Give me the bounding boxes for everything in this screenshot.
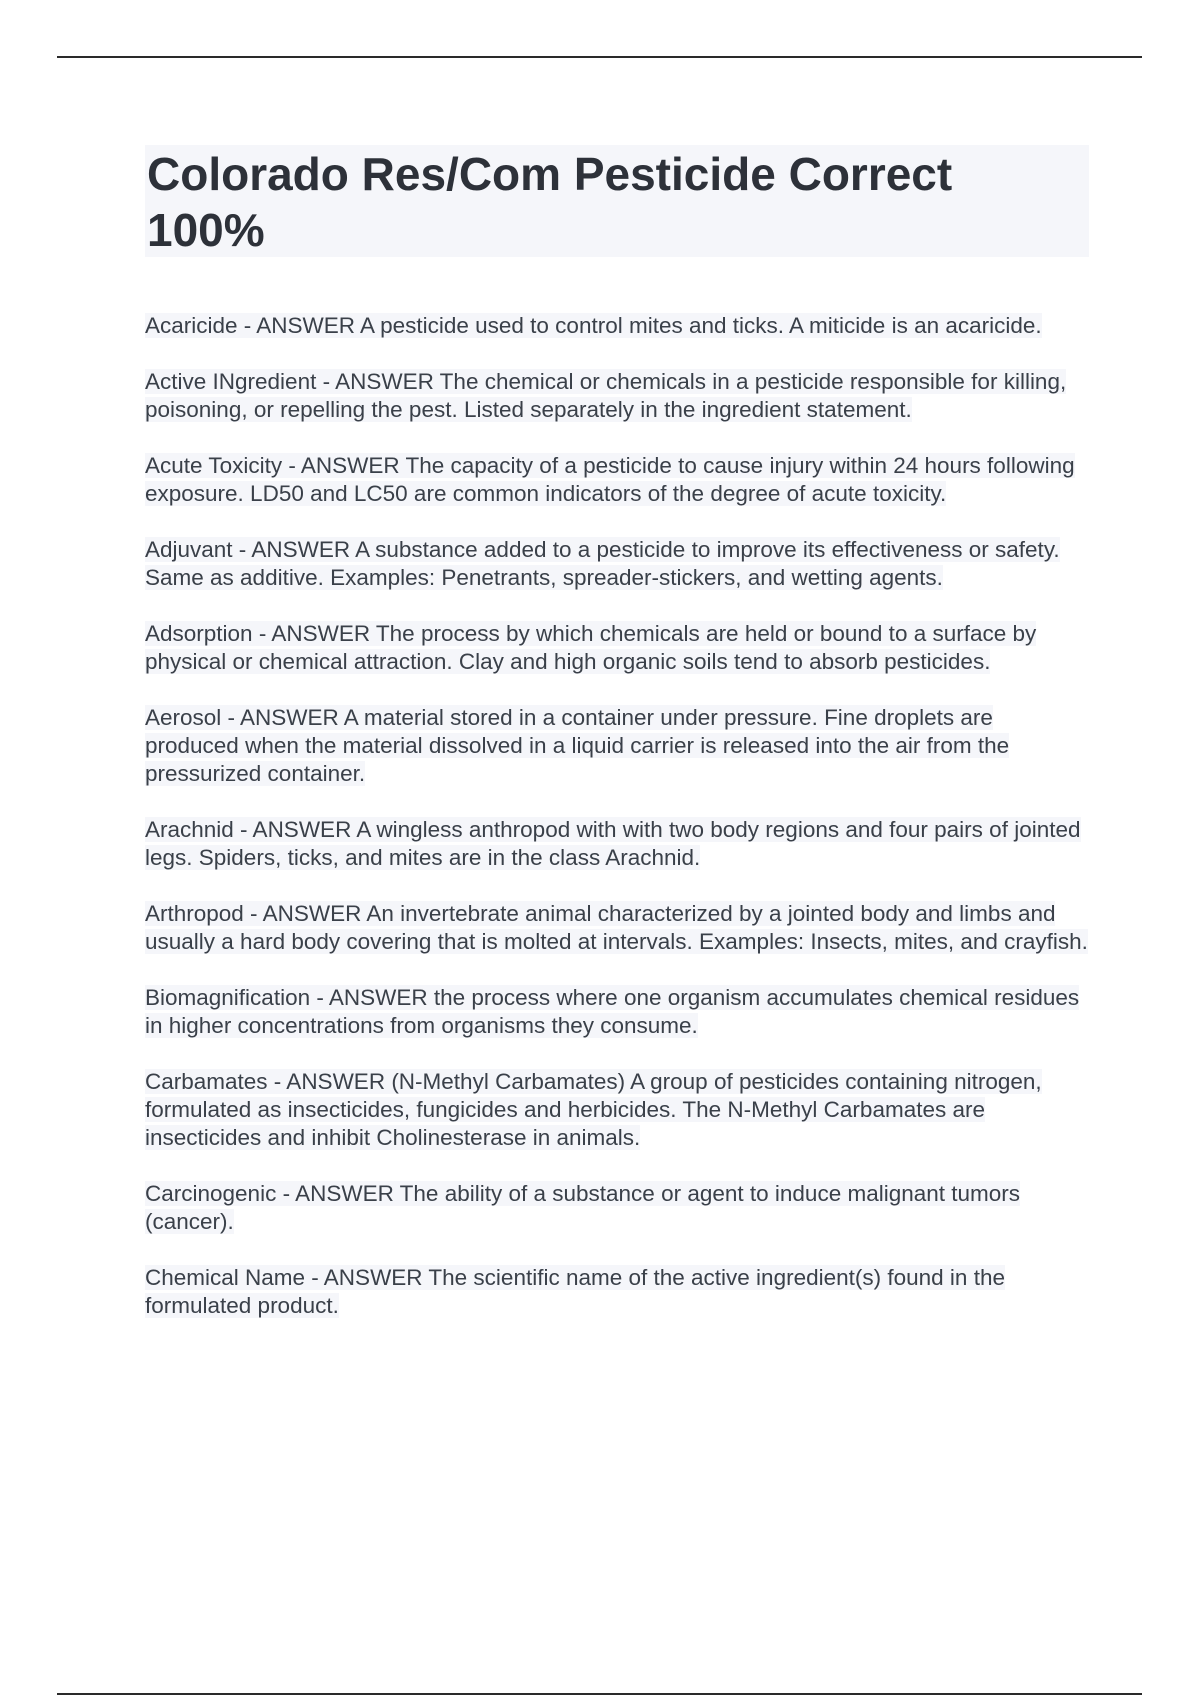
entry-acaricide bbox=[145, 312, 1090, 340]
entry-text: Arthropod - ANSWER An invertebrate animal characterized by a jointed body and limbs and usually a hard body covering that is molted at intervals. Examples: Insects, mites, and crayfish. bbox=[145, 901, 1088, 954]
entry-chemical-name bbox=[145, 1264, 1090, 1320]
entry-text: Carbamates - ANSWER (N-Methyl Carbamates) A group of pesticides containing nitrogen, formulated as insecticides, fungicides and herbicides. The N-Methyl Carbamates are insecticides and inhibit Cholinesterase in animals. bbox=[145, 1069, 1042, 1150]
entry-text: Adjuvant - ANSWER A substance added to a pesticide to improve its effectiveness or safety. Same as additive. Examples: Penetrants, spreader-stickers, and wetting agents. bbox=[145, 537, 1060, 590]
entry-active-ingredient bbox=[145, 368, 1090, 424]
entry-adsorption bbox=[145, 620, 1090, 676]
entry-biomagnification bbox=[145, 984, 1090, 1040]
entry-text: Chemical Name - ANSWER The scientific name of the active ingredient(s) found in the formulated product. bbox=[145, 1265, 1005, 1318]
entry-carbamates bbox=[145, 1068, 1090, 1152]
top-divider bbox=[57, 56, 1142, 58]
entry-arachnid bbox=[145, 816, 1090, 872]
entry-acute-toxicity bbox=[145, 452, 1090, 508]
entry-text: Carcinogenic - ANSWER The ability of a substance or agent to induce malignant tumors (cancer). bbox=[145, 1181, 1021, 1234]
entry-text: Biomagnification - ANSWER the process where one organism accumulates chemical residues in higher concentrations from organisms they consume. bbox=[145, 985, 1080, 1038]
entry-carcinogenic bbox=[145, 1180, 1090, 1236]
entry-text: Aerosol - ANSWER A material stored in a container under pressure. Fine droplets are produced when the material dissolved in a liquid carrier is released into the air from the pressurized container. bbox=[145, 705, 1010, 786]
entry-text: Arachnid - ANSWER A wingless anthropod with with two body regions and four pairs of jointed legs. Spiders, ticks, and mites are in the class Arachnid. bbox=[145, 817, 1081, 870]
document-title: Colorado Res/Com Pesticide Correct 100% bbox=[147, 148, 953, 256]
entry-list bbox=[145, 312, 1090, 1348]
entry-text: Acute Toxicity - ANSWER The capacity of a pesticide to cause injury within 24 hours following exposure. LD50 and LC50 are common indicators of the degree of acute toxicity. bbox=[145, 453, 1075, 506]
entry-text: Acaricide - ANSWER A pesticide used to control mites and ticks. A miticide is an acaricide. bbox=[145, 313, 1042, 338]
entry-text: Adsorption - ANSWER The process by which chemicals are held or bound to a surface by physical or chemical attraction. Clay and high organic soils tend to absorb pesticides. bbox=[145, 621, 1037, 674]
entry-aerosol bbox=[145, 704, 1090, 788]
bottom-divider bbox=[57, 1693, 1142, 1695]
entry-adjuvant bbox=[145, 536, 1090, 592]
entry-arthropod bbox=[145, 900, 1090, 956]
entry-text: Active INgredient - ANSWER The chemical or chemicals in a pesticide responsible for killing, poisoning, or repelling the pest. Listed separately in the ingredient statement. bbox=[145, 369, 1067, 422]
